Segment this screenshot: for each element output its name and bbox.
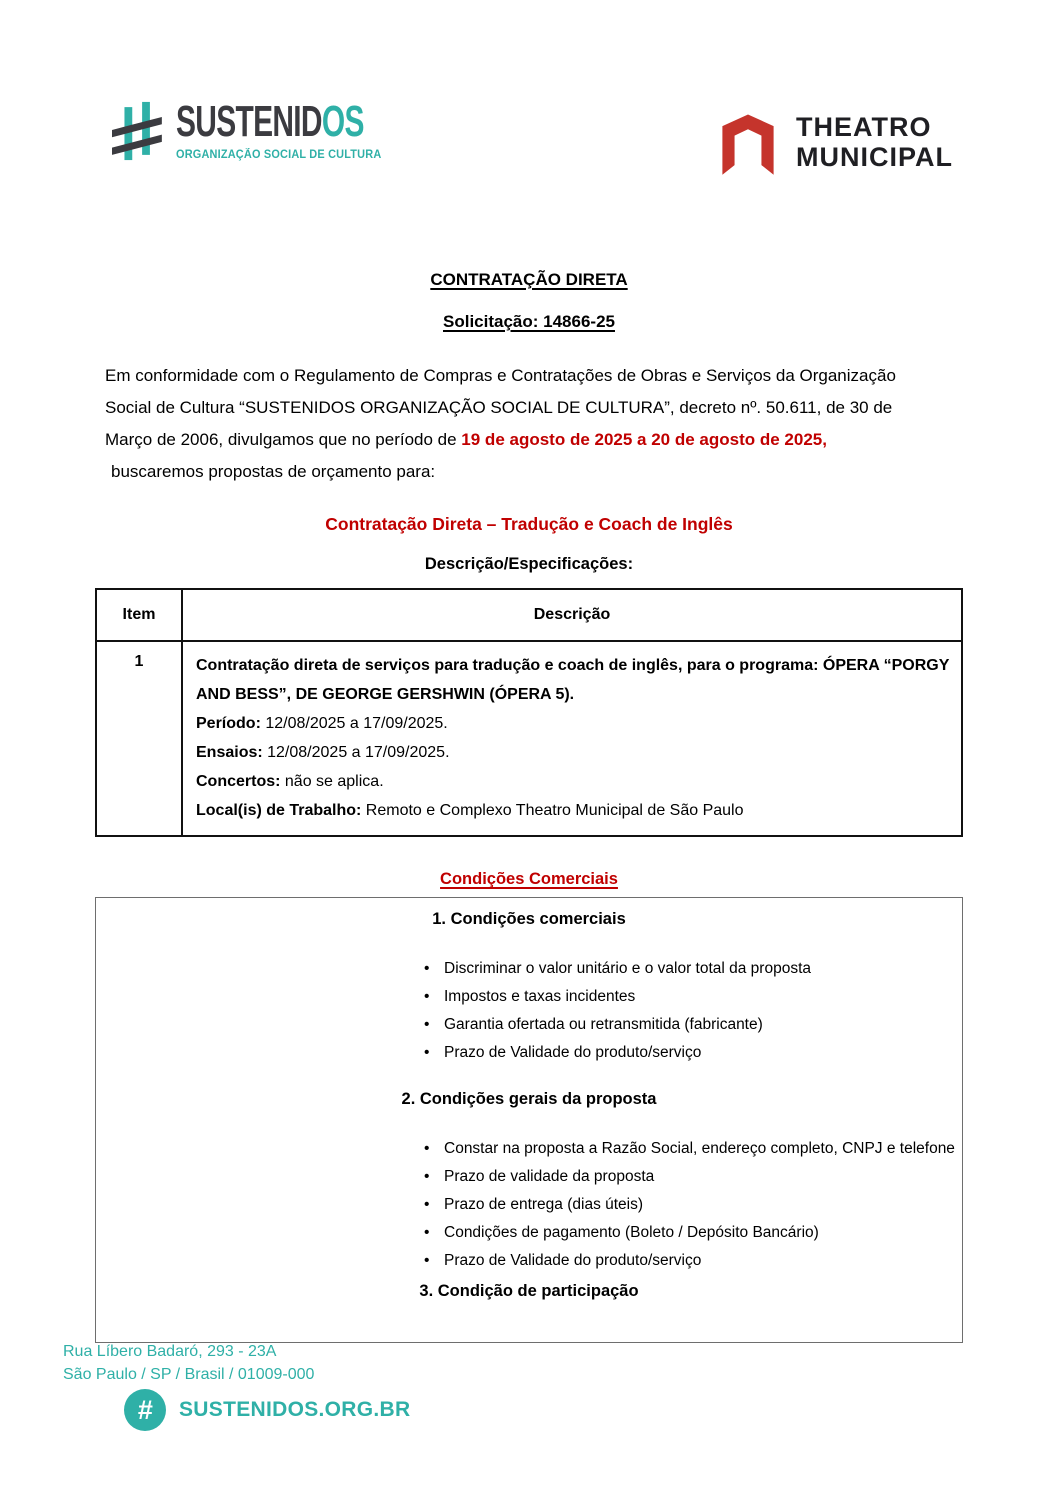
footer-hash-icon: # (124, 1389, 166, 1431)
field-ensaios (196, 738, 957, 767)
spec-table (95, 588, 963, 837)
bullet-item: • Condições de pagamento (Boleto / Depósito Bancário) (418, 1219, 956, 1247)
intro-dates-highlight: 19 de agosto de 2025 a 20 de agosto de 2025, (461, 430, 827, 449)
field-ensaios-value: 12/08/2025 a 17/09/2025. (262, 744, 450, 761)
spec-table-header-descricao: Descrição (533, 606, 611, 623)
intro-line-3 (105, 424, 953, 456)
footer-brand (124, 1389, 410, 1431)
description-cell (183, 642, 961, 835)
spec-heading: Descrição/Especificações: (424, 555, 634, 573)
sustenidos-wordmark (176, 92, 452, 161)
condition-section-2-list (96, 1135, 962, 1275)
solicitation-number: Solicitação: 14866-25 (443, 312, 615, 331)
bullet-item: • Prazo de Validade do produto/serviço (418, 1039, 956, 1067)
field-ensaios-label: Ensaios: (196, 744, 263, 761)
field-concertos (196, 767, 957, 796)
intro-line-1: Em conformidade com o Regulamento de Compras e Contratações de Obras e Serviços da Organização (105, 366, 896, 385)
intro-line-2: Social de Cultura “SUSTENIDOS ORGANIZAÇÃO SOCIAL DE CULTURA”, decreto nº. 50.611, de 30 de (105, 398, 893, 417)
spec-table-header-row (97, 590, 961, 642)
bullet-item: • Discriminar o valor unitário e o valor total da proposta (418, 955, 956, 983)
theatro-wordmark-line2: MUNICIPAL (796, 142, 953, 172)
bullet-item: • Prazo de entrega (dias úteis) (418, 1191, 956, 1219)
field-local-value: Remoto e Complexo Theatro Municipal de São Paulo (361, 802, 744, 819)
sustenidos-name-main: SUSTENID (176, 97, 322, 146)
bullet-item: • Prazo de Validade do produto/serviço (418, 1247, 956, 1275)
condition-section-2-title: 2. Condições gerais da proposta (401, 1090, 657, 1108)
condition-section-3-title: 3. Condição de participação (419, 1282, 639, 1300)
field-periodo-value: 12/08/2025 a 17/09/2025. (260, 715, 448, 732)
condition-section-1-list (96, 955, 962, 1067)
bullet-item: • Constar na proposta a Razão Social, endereço completo, CNPJ e telefone (418, 1135, 956, 1163)
intro-paragraph (105, 360, 953, 488)
footer-address-line1: Rua Líbero Badaró, 293 - 23A (63, 1343, 277, 1360)
theatro-wordmark-line1: THEATRO (796, 112, 932, 142)
item-number-cell: 1 (97, 642, 183, 835)
description-lead: Contratação direta de serviços para tradução e coach de inglês, para o programa: ÓPERA “PORGY AND BESS”, DE GEORGE GERSHWIN (ÓPERA 5). (196, 657, 950, 703)
footer-website: SUSTENIDOS.ORG.BR (179, 1398, 411, 1421)
sustenidos-logo (112, 92, 452, 170)
conditions-box (95, 897, 963, 1343)
condition-section-1-title: 1. Condições comerciais (432, 910, 626, 928)
commercial-conditions-heading: Condições Comerciais (440, 870, 618, 888)
spec-table-row (97, 642, 961, 835)
document-title: CONTRATAÇÃO DIRETA (430, 270, 628, 289)
bullet-item: • Prazo de validade da proposta (418, 1163, 956, 1191)
sustenidos-hash-icon (112, 92, 166, 170)
theatro-municipal-logo (716, 106, 953, 180)
sustenidos-name-accent: OS (321, 97, 364, 146)
footer-address-line2: São Paulo / SP / Brasil / 01009-000 (63, 1365, 315, 1383)
intro-line-4: buscaremos propostas de orçamento para: (111, 462, 436, 481)
field-periodo-label: Período: (196, 715, 261, 732)
theatro-arch-icon (716, 108, 780, 180)
sustenidos-name (176, 97, 364, 146)
field-periodo (196, 709, 957, 738)
bullet-item: • Impostos e taxas incidentes (418, 983, 956, 1011)
field-local-label: Local(is) de Trabalho: (196, 802, 362, 819)
program-heading: Contratação Direta – Tradução e Coach de Inglês (325, 514, 733, 534)
sustenidos-tagline: ORGANIZAÇÃO SOCIAL DE CULTURA (176, 149, 382, 161)
field-concertos-value: não se aplica. (280, 773, 384, 790)
field-concertos-label: Concertos: (196, 773, 281, 790)
bullet-item: • Garantia ofertada ou retransmitida (fabricante) (418, 1011, 956, 1039)
intro-line-3-prefix: Março de 2006, divulgamos que no período de (105, 430, 462, 449)
footer-address (63, 1341, 314, 1386)
spec-table-header-item: Item (97, 590, 183, 640)
theatro-wordmark (796, 106, 953, 172)
field-local-trabalho (196, 796, 957, 825)
